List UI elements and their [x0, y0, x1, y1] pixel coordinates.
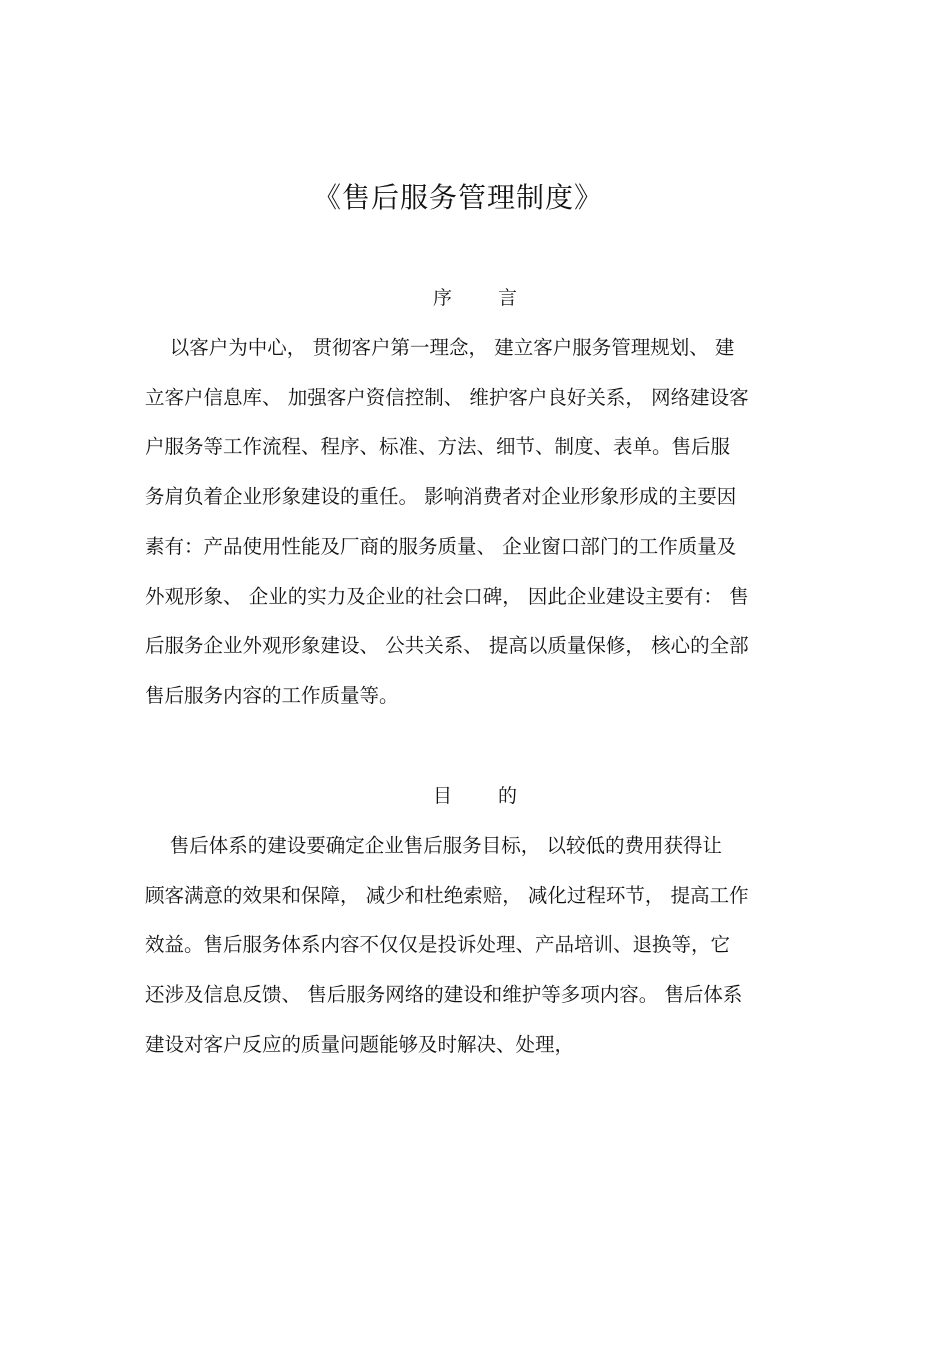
paragraph-line: 售后服务内容的工作质量等。	[145, 684, 399, 707]
paragraph-line: 户服务等工作流程、程序、标准、方法、细节、制度、表单。售后服	[145, 435, 731, 458]
paragraph-line: 顾客满意的效果和保障， 减少和杜绝索赔， 减化过程环节， 提高工作	[145, 884, 749, 907]
document-title: 《售后服务管理制度》	[312, 181, 603, 214]
section-heading-preface: 序 言	[432, 287, 518, 309]
paragraph-line: 还涉及信息反馈、 售后服务网络的建设和维护等多项内容。 售后体系	[145, 983, 743, 1006]
paragraph-line: 售后体系的建设要确定企业售后服务目标， 以较低的费用获得让	[145, 834, 722, 857]
paragraph-line: 务肩负着企业形象建设的重任。 影响消费者对企业形象形成的主要因	[145, 485, 737, 508]
paragraph-line: 效益。售后服务体系内容不仅仅是投诉处理、产品培训、退换等，它	[145, 933, 731, 956]
paragraph-line: 建设对客户反应的质量问题能够及时解决、处理，	[145, 1033, 575, 1056]
paragraph-line: 素有：产品使用性能及厂商的服务质量、 企业窗口部门的工作质量及	[145, 535, 737, 558]
paragraph-line: 立客户信息库、 加强客户资信控制、 维护客户良好关系， 网络建设客	[145, 386, 749, 409]
paragraph-line: 以客户为中心， 贯彻客户第一理念， 建立客户服务管理规划、 建	[145, 336, 735, 359]
section-heading-purpose: 目 的	[432, 785, 518, 807]
paragraph-line: 外观形象、 企业的实力及企业的社会口碑， 因此企业建设主要有： 售	[145, 585, 749, 608]
paragraph-line: 后服务企业外观形象建设、 公共关系、 提高以质量保修， 核心的全部	[145, 634, 749, 657]
